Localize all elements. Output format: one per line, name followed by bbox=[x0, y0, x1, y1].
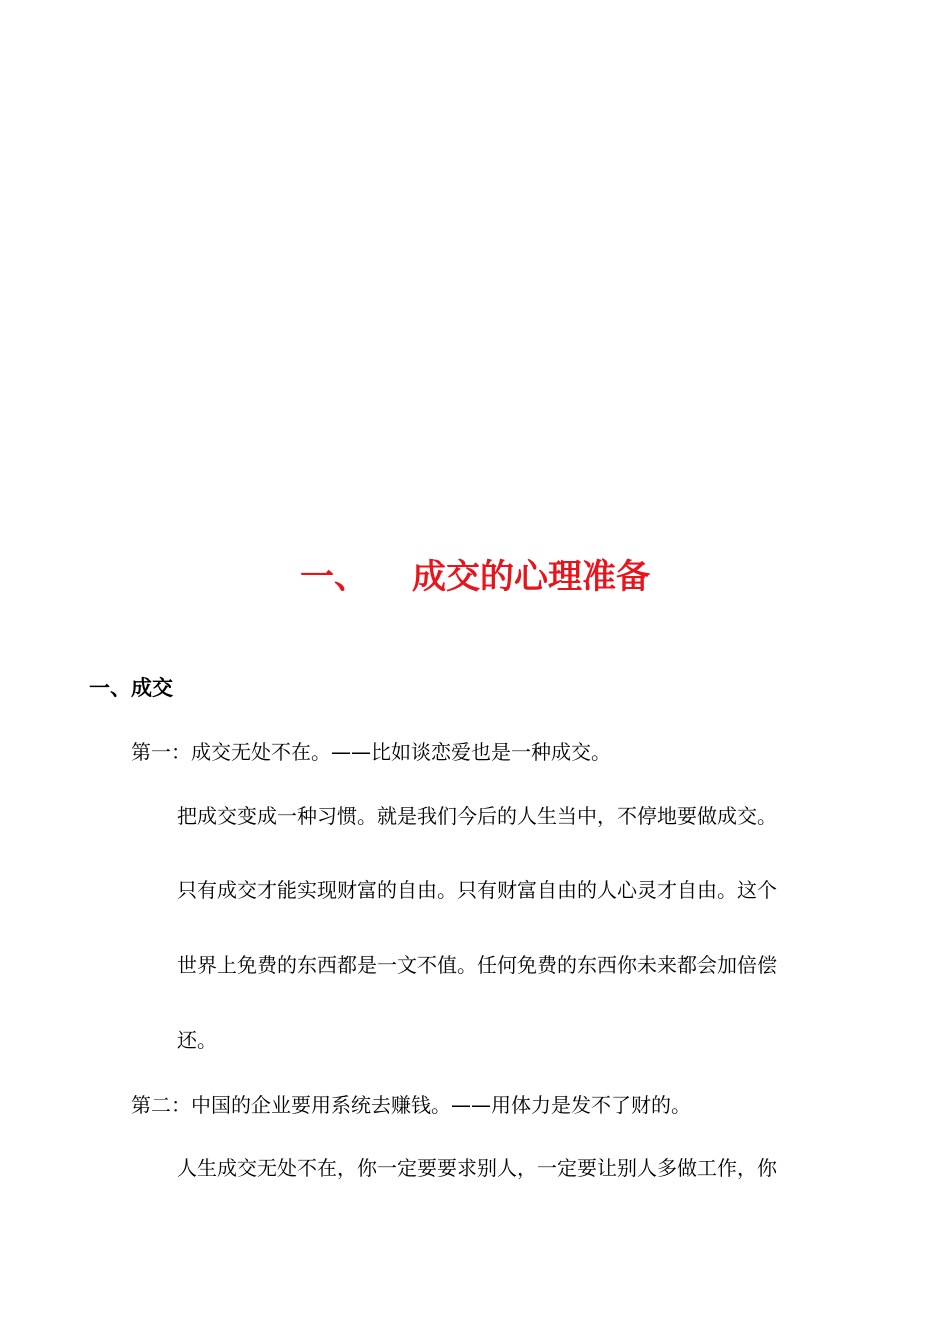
paragraph-line: 还。 bbox=[177, 1028, 217, 1052]
point-one-heading: 第一：成交无处不在。——比如谈恋爱也是一种成交。 bbox=[131, 740, 611, 764]
paragraph-line: 只有成交才能实现财富的自由。只有财富自由的人心灵才自由。这个 bbox=[177, 878, 777, 902]
chapter-title bbox=[0, 552, 950, 602]
chapter-number: 一、 bbox=[300, 557, 368, 597]
paragraph-line: 把成交变成一种习惯。就是我们今后的人生当中，不停地要做成交。 bbox=[177, 804, 777, 828]
paragraph-line: 世界上免费的东西都是一文不值。任何免费的东西你未来都会加倍偿 bbox=[177, 953, 777, 977]
point-two-heading: 第二：中国的企业要用系统去赚钱。——用体力是发不了财的。 bbox=[131, 1093, 691, 1117]
chapter-title-text: 成交的心理准备 bbox=[412, 557, 650, 597]
paragraph-line: 人生成交无处不在，你一定要要求别人，一定要让别人多做工作，你 bbox=[177, 1156, 777, 1180]
section-heading: 一、成交 bbox=[89, 676, 173, 700]
